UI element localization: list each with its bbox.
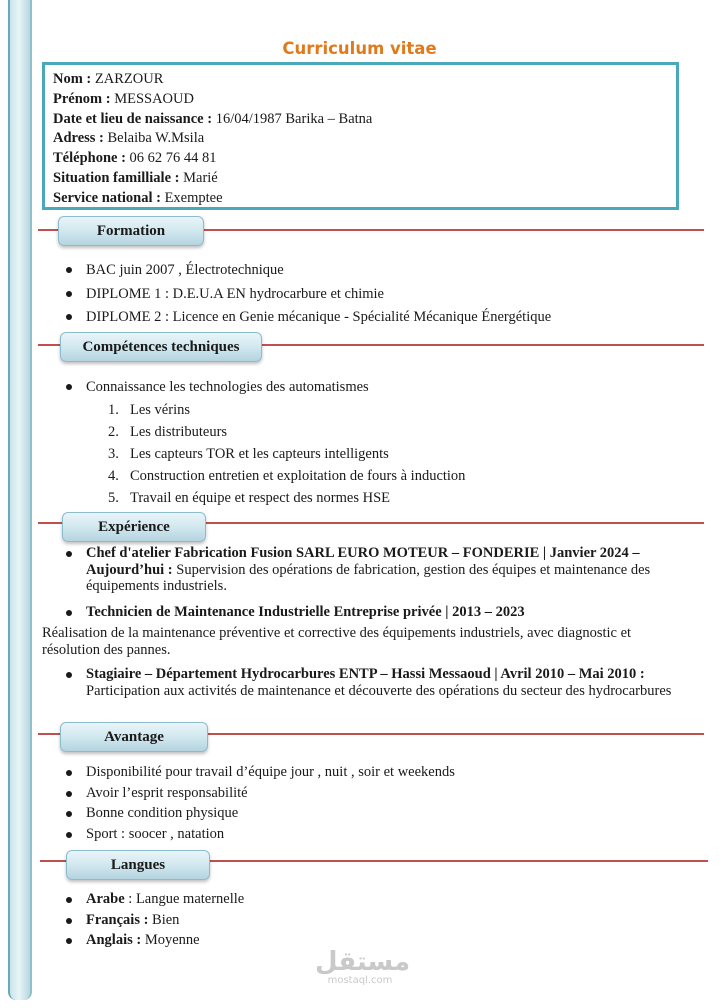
numbered-item — [108, 443, 465, 465]
experience-entry — [64, 604, 700, 621]
numbered-item — [108, 465, 465, 487]
identity-value: Belaiba W.Msila — [103, 130, 205, 147]
item-text: Les capteurs TOR et les capteurs intelligents — [130, 446, 389, 462]
language-level: Moyenne — [141, 932, 200, 948]
item-text: Travail en équipe et respect des normes HSE — [130, 490, 390, 506]
identity-label: Date et lieu de naissance : — [53, 110, 213, 127]
identity-label: Situation familliale : — [53, 169, 180, 186]
identity-row-situation — [53, 169, 676, 189]
list-item — [64, 930, 244, 951]
item-number: 5. — [108, 490, 119, 506]
identity-row-prenom — [53, 90, 676, 110]
watermark-arabic: مستقل — [315, 947, 411, 977]
section-heading-avantage: Avantage — [60, 722, 208, 752]
identity-label: Nom : — [53, 71, 92, 87]
identity-row-nom — [53, 70, 676, 90]
experience-title: Stagiaire – Département Hydrocarbures ENTP – Hassi Messaoud | Avril 2010 – Mai 2010 : — [86, 666, 645, 682]
experience-description: Réalisation de la maintenance préventive et corrective des équipements industriels, avec diagnostic et résolution des pannes. — [42, 625, 632, 658]
identity-value: ZARZOUR — [91, 71, 164, 87]
experience-title: Technicien de Maintenance Industrielle Entreprise privée | 2013 – 2023 — [86, 604, 525, 620]
language-level: Bien — [148, 911, 180, 928]
langues-list — [64, 889, 244, 951]
identity-row-naissance — [53, 110, 676, 130]
experience-description: Participation aux activités de maintenance et découverte des opérations du secteur des hydrocarbures — [86, 682, 672, 699]
language-name: Anglais : — [86, 932, 142, 948]
identity-row-telephone — [53, 149, 676, 169]
identity-row-service — [53, 189, 676, 209]
watermark-latin: mostaql.com — [327, 975, 393, 986]
identity-label: Téléphone : — [53, 150, 126, 167]
experience-description-block — [42, 625, 662, 658]
list-item: DIPLOME 2 : Licence en Genie mécanique - Spécialité Mécanique Énergétique — [64, 306, 551, 330]
list-item — [64, 910, 244, 931]
section-heading-langues: Langues — [66, 850, 210, 880]
item-text: Les distributeurs — [130, 424, 228, 440]
experience-text — [64, 545, 700, 595]
list-item: Connaissance les technologies des automatismes — [64, 376, 369, 398]
list-item: BAC juin 2007 , Électrotechnique — [64, 259, 551, 283]
section-heading-experience: Expérience — [62, 512, 206, 542]
item-text: Les vérins — [130, 402, 190, 418]
list-item: Disponibilité pour travail d’équipe jour , nuit , soir et weekends — [64, 762, 455, 783]
cv-title: Curriculum vitae — [282, 39, 437, 58]
language-level: : Langue maternelle — [124, 891, 245, 907]
identity-value: MESSAOUD — [110, 90, 194, 107]
identity-label: Prénom : — [53, 90, 111, 107]
list-item: DIPLOME 1 : D.E.U.A EN hydrocarbure et chimie — [64, 283, 551, 307]
item-number: 2. — [108, 424, 119, 440]
identity-value: Marié — [179, 169, 218, 186]
numbered-item — [108, 399, 465, 421]
identity-box — [42, 62, 679, 210]
competences-numbered-list — [108, 399, 465, 509]
identity-value: Exemptee — [160, 189, 223, 206]
list-item: Sport : soocer , natation — [64, 824, 455, 845]
competences-intro — [64, 376, 369, 398]
section-heading-formation: Formation — [58, 216, 204, 246]
identity-value: 06 62 76 44 81 — [125, 150, 217, 167]
item-number: 4. — [108, 468, 119, 484]
list-item: Avoir l’esprit responsabilité — [64, 783, 455, 804]
numbered-item — [108, 487, 465, 509]
experience-description: Supervision des opérations de fabrication, gestion des équipes et maintenance des équipements industriels. — [86, 561, 651, 594]
mostaql-watermark — [315, 947, 411, 986]
numbered-item — [108, 421, 465, 443]
identity-label: Service national : — [53, 189, 161, 206]
item-number: 3. — [108, 446, 119, 462]
language-name: Français : — [86, 911, 149, 928]
formation-list — [64, 259, 551, 330]
item-number: 1. — [108, 402, 119, 418]
language-name: Arabe — [86, 891, 125, 907]
experience-entry — [64, 666, 700, 699]
list-item: Bonne condition physique — [64, 803, 455, 824]
experience-title: Chef d'atelier Fabrication Fusion SARL EURO MOTEUR – FONDERIE | Janvier 2024 – Aujourd’hui : — [86, 545, 640, 578]
identity-row-adresse — [53, 129, 676, 149]
avantage-list — [64, 762, 455, 844]
identity-label: Adress : — [53, 130, 104, 147]
sidebar-decor-bar — [8, 0, 32, 1000]
experience-text — [64, 604, 700, 621]
list-item — [64, 889, 244, 910]
experience-text — [64, 666, 700, 699]
identity-value: 16/04/1987 Barika – Batna — [212, 110, 373, 127]
experience-entry — [64, 545, 700, 595]
item-text: Construction entretien et exploitation de fours à induction — [130, 468, 466, 484]
section-heading-competences: Compétences techniques — [60, 332, 262, 362]
